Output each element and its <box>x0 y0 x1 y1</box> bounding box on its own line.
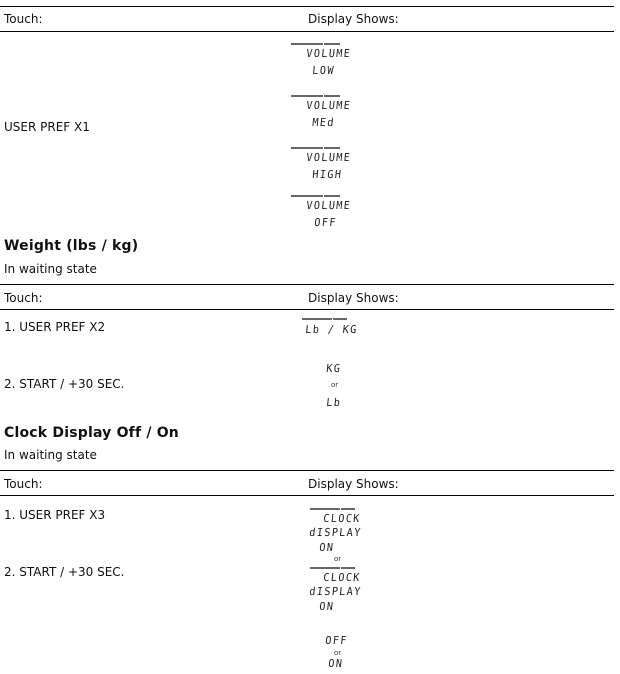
touch-header: Touch: <box>4 477 43 491</box>
lcd-line-2: OFF <box>313 216 338 229</box>
lcd-line-3: ON <box>318 541 335 554</box>
clock-row-1-touch: 1. USER PREF X3 <box>4 508 106 522</box>
lcd-tiny-label <box>310 506 367 511</box>
clock-header-rule <box>0 495 614 496</box>
lcd-line-2: LOW <box>311 64 336 77</box>
lcd-line-2: MEd <box>311 116 336 129</box>
header-rule <box>0 31 614 32</box>
lcd-line-1: VOLUME <box>305 151 352 164</box>
lcd-line-1: CLOCK <box>322 571 362 584</box>
lcd-tiny-label <box>310 565 367 570</box>
lcd-tiny-label <box>291 145 356 150</box>
lcd-display-volume-high <box>291 145 356 181</box>
lcd-line-1: Lb / KG <box>304 323 359 336</box>
display-header: Display Shows: <box>308 12 399 26</box>
clock-section-subtitle: In waiting state <box>4 448 97 462</box>
lcd-display-volume-low <box>291 41 356 77</box>
lcd-tiny-label <box>291 193 356 198</box>
weight-row-1-touch: 1. USER PREF X2 <box>4 320 106 334</box>
display-header: Display Shows: <box>308 291 399 305</box>
lcd-line-1: VOLUME <box>305 47 352 60</box>
lcd-line-2: dISPLAY <box>308 526 363 539</box>
or-label: or <box>334 649 342 657</box>
clock-section-title: Clock Display Off / On <box>4 425 179 441</box>
weight-header-rule <box>0 309 614 310</box>
weight-section-subtitle: In waiting state <box>4 262 97 276</box>
lcd-display-volume-med <box>291 93 356 129</box>
lcd-line-2: dISPLAY <box>308 585 363 598</box>
lcd-line-1: VOLUME <box>305 199 352 212</box>
or-label: or <box>331 381 339 389</box>
lcd-line-2: HIGH <box>311 168 343 181</box>
lcd-lb: Lb <box>325 396 342 409</box>
weight-row-2-touch: 2. START / +30 SEC. <box>4 377 125 391</box>
lcd-tiny-label <box>302 316 363 321</box>
lcd-display-clock-1 <box>310 506 367 554</box>
clock-row-2-touch: 2. START / +30 SEC. <box>4 565 125 579</box>
weight-top-rule <box>0 284 614 285</box>
top-rule <box>0 6 614 7</box>
lcd-line-1: VOLUME <box>305 99 352 112</box>
weight-section-title: Weight (lbs / kg) <box>4 238 139 254</box>
lcd-tiny-label <box>291 93 356 98</box>
display-header: Display Shows: <box>308 477 399 491</box>
lcd-off: OFF <box>324 634 349 647</box>
lcd-line-3: ON <box>318 600 335 613</box>
lcd-tiny-label <box>291 41 356 46</box>
touch-header: Touch: <box>4 291 43 305</box>
lcd-kg: KG <box>325 362 342 375</box>
clock-top-rule <box>0 470 614 471</box>
lcd-display-lb-kg <box>302 316 363 336</box>
or-label: or <box>334 555 342 563</box>
touch-header: Touch: <box>4 12 43 26</box>
lcd-display-clock-2 <box>310 565 367 613</box>
lcd-line-1: CLOCK <box>322 512 362 525</box>
lcd-on: ON <box>327 657 344 670</box>
lcd-display-volume-off <box>291 193 356 229</box>
volume-touch-label: USER PREF X1 <box>4 120 90 134</box>
